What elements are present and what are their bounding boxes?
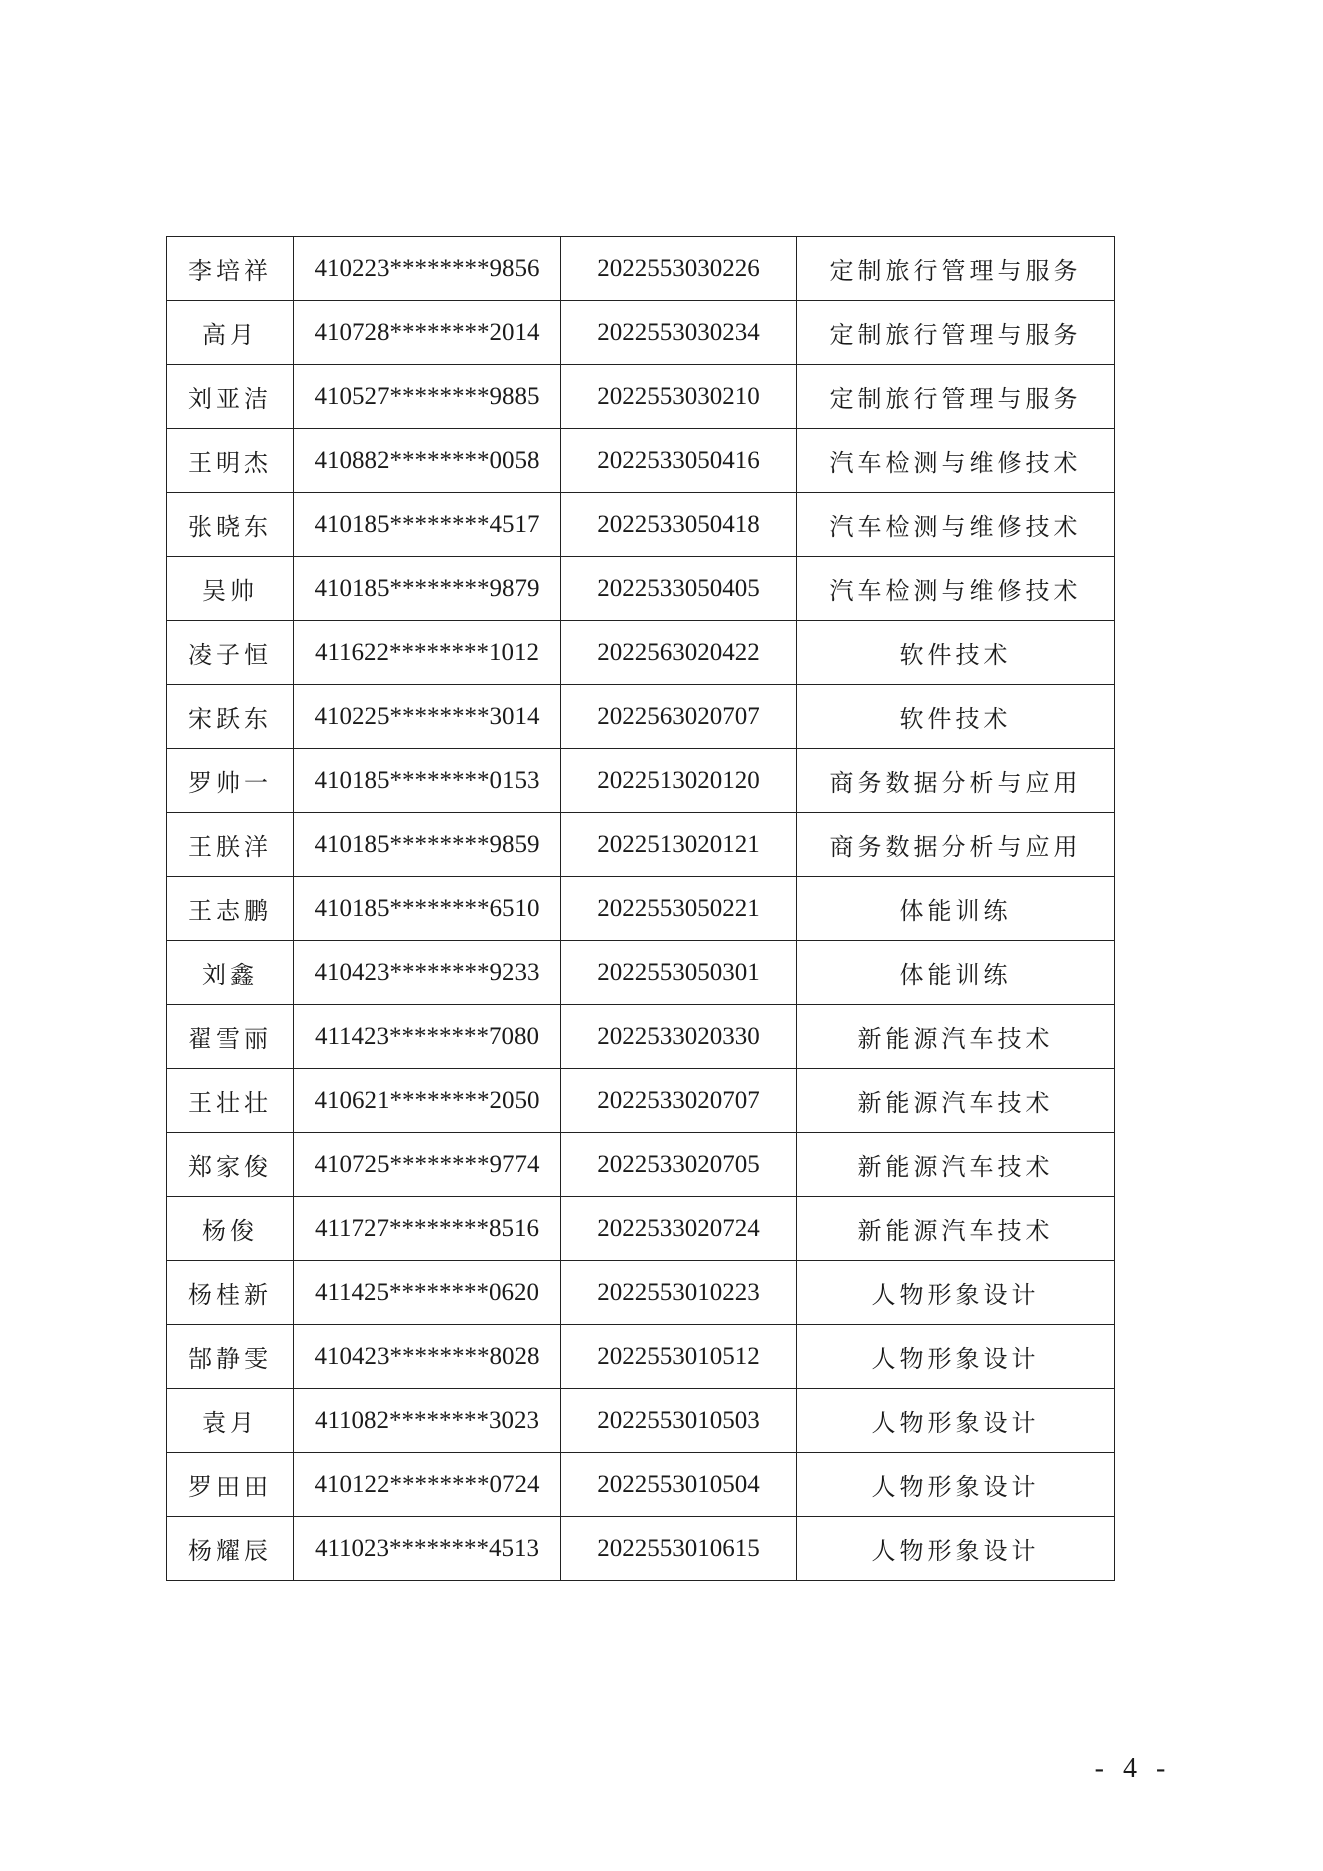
name-cell: 杨耀辰 bbox=[167, 1517, 294, 1581]
id-number-cell: 410185********9879 bbox=[294, 557, 561, 621]
table-row bbox=[167, 557, 1115, 621]
name-cell: 郑家俊 bbox=[167, 1133, 294, 1197]
id-number-cell: 410185********4517 bbox=[294, 493, 561, 557]
major-cell: 体能训练 bbox=[797, 877, 1115, 941]
student-number-cell: 2022533020707 bbox=[561, 1069, 797, 1133]
name-cell: 刘鑫 bbox=[167, 941, 294, 1005]
name-cell: 凌子恒 bbox=[167, 621, 294, 685]
id-number-cell: 410185********6510 bbox=[294, 877, 561, 941]
student-number-cell: 2022553010615 bbox=[561, 1517, 797, 1581]
id-number-cell: 410728********2014 bbox=[294, 301, 561, 365]
student-number-cell: 2022553010512 bbox=[561, 1325, 797, 1389]
student-number-cell: 2022513020121 bbox=[561, 813, 797, 877]
student-number-cell: 2022553010503 bbox=[561, 1389, 797, 1453]
id-number-cell: 411727********8516 bbox=[294, 1197, 561, 1261]
id-number-cell: 410527********9885 bbox=[294, 365, 561, 429]
id-number-cell: 411423********7080 bbox=[294, 1005, 561, 1069]
table-row bbox=[167, 1069, 1115, 1133]
student-number-cell: 2022553010223 bbox=[561, 1261, 797, 1325]
id-number-cell: 410882********0058 bbox=[294, 429, 561, 493]
student-list-table bbox=[166, 236, 1115, 1581]
id-number-cell: 410621********2050 bbox=[294, 1069, 561, 1133]
major-cell: 商务数据分析与应用 bbox=[797, 813, 1115, 877]
major-cell: 新能源汽车技术 bbox=[797, 1069, 1115, 1133]
table-row bbox=[167, 1517, 1115, 1581]
id-number-cell: 410223********9856 bbox=[294, 237, 561, 301]
name-cell: 刘亚洁 bbox=[167, 365, 294, 429]
name-cell: 郜静雯 bbox=[167, 1325, 294, 1389]
major-cell: 定制旅行管理与服务 bbox=[797, 365, 1115, 429]
page-number: - 4 - bbox=[1094, 1753, 1172, 1784]
table-row bbox=[167, 237, 1115, 301]
name-cell: 王志鹏 bbox=[167, 877, 294, 941]
student-number-cell: 2022533050418 bbox=[561, 493, 797, 557]
student-number-cell: 2022533020724 bbox=[561, 1197, 797, 1261]
major-cell: 人物形象设计 bbox=[797, 1389, 1115, 1453]
table-row bbox=[167, 877, 1115, 941]
id-number-cell: 411023********4513 bbox=[294, 1517, 561, 1581]
student-number-cell: 2022553050221 bbox=[561, 877, 797, 941]
table-row bbox=[167, 365, 1115, 429]
name-cell: 王明杰 bbox=[167, 429, 294, 493]
student-number-cell: 2022553010504 bbox=[561, 1453, 797, 1517]
table-row bbox=[167, 1261, 1115, 1325]
name-cell: 高月 bbox=[167, 301, 294, 365]
major-cell: 人物形象设计 bbox=[797, 1517, 1115, 1581]
student-number-cell: 2022553030210 bbox=[561, 365, 797, 429]
name-cell: 张晓东 bbox=[167, 493, 294, 557]
name-cell: 翟雪丽 bbox=[167, 1005, 294, 1069]
table-row bbox=[167, 941, 1115, 1005]
student-number-cell: 2022563020707 bbox=[561, 685, 797, 749]
major-cell: 体能训练 bbox=[797, 941, 1115, 1005]
id-number-cell: 411425********0620 bbox=[294, 1261, 561, 1325]
student-number-cell: 2022563020422 bbox=[561, 621, 797, 685]
major-cell: 新能源汽车技术 bbox=[797, 1197, 1115, 1261]
table-row bbox=[167, 1325, 1115, 1389]
table-row bbox=[167, 1453, 1115, 1517]
major-cell: 软件技术 bbox=[797, 621, 1115, 685]
name-cell: 宋跃东 bbox=[167, 685, 294, 749]
major-cell: 人物形象设计 bbox=[797, 1261, 1115, 1325]
student-number-cell: 2022553050301 bbox=[561, 941, 797, 1005]
student-number-cell: 2022533050416 bbox=[561, 429, 797, 493]
name-cell: 王壮壮 bbox=[167, 1069, 294, 1133]
id-number-cell: 410225********3014 bbox=[294, 685, 561, 749]
id-number-cell: 410725********9774 bbox=[294, 1133, 561, 1197]
major-cell: 定制旅行管理与服务 bbox=[797, 301, 1115, 365]
table-row bbox=[167, 1197, 1115, 1261]
table-row bbox=[167, 1133, 1115, 1197]
name-cell: 杨桂新 bbox=[167, 1261, 294, 1325]
major-cell: 软件技术 bbox=[797, 685, 1115, 749]
major-cell: 新能源汽车技术 bbox=[797, 1133, 1115, 1197]
table-row bbox=[167, 493, 1115, 557]
major-cell: 汽车检测与维修技术 bbox=[797, 557, 1115, 621]
student-number-cell: 2022513020120 bbox=[561, 749, 797, 813]
major-cell: 汽车检测与维修技术 bbox=[797, 429, 1115, 493]
major-cell: 人物形象设计 bbox=[797, 1453, 1115, 1517]
student-number-cell: 2022553030234 bbox=[561, 301, 797, 365]
id-number-cell: 410185********0153 bbox=[294, 749, 561, 813]
id-number-cell: 410423********8028 bbox=[294, 1325, 561, 1389]
id-number-cell: 411082********3023 bbox=[294, 1389, 561, 1453]
major-cell: 商务数据分析与应用 bbox=[797, 749, 1115, 813]
table-row bbox=[167, 621, 1115, 685]
name-cell: 杨俊 bbox=[167, 1197, 294, 1261]
table-row bbox=[167, 749, 1115, 813]
id-number-cell: 410185********9859 bbox=[294, 813, 561, 877]
student-number-cell: 2022553030226 bbox=[561, 237, 797, 301]
student-number-cell: 2022533050405 bbox=[561, 557, 797, 621]
id-number-cell: 410122********0724 bbox=[294, 1453, 561, 1517]
id-number-cell: 411622********1012 bbox=[294, 621, 561, 685]
table-row bbox=[167, 1389, 1115, 1453]
table-row bbox=[167, 301, 1115, 365]
student-number-cell: 2022533020705 bbox=[561, 1133, 797, 1197]
name-cell: 袁月 bbox=[167, 1389, 294, 1453]
name-cell: 罗田田 bbox=[167, 1453, 294, 1517]
table-row bbox=[167, 429, 1115, 493]
student-number-cell: 2022533020330 bbox=[561, 1005, 797, 1069]
major-cell: 新能源汽车技术 bbox=[797, 1005, 1115, 1069]
table-row bbox=[167, 1005, 1115, 1069]
id-number-cell: 410423********9233 bbox=[294, 941, 561, 1005]
major-cell: 汽车检测与维修技术 bbox=[797, 493, 1115, 557]
name-cell: 罗帅一 bbox=[167, 749, 294, 813]
table-body bbox=[167, 237, 1115, 1581]
name-cell: 李培祥 bbox=[167, 237, 294, 301]
table-row bbox=[167, 813, 1115, 877]
table-row bbox=[167, 685, 1115, 749]
name-cell: 吴帅 bbox=[167, 557, 294, 621]
name-cell: 王朕洋 bbox=[167, 813, 294, 877]
major-cell: 人物形象设计 bbox=[797, 1325, 1115, 1389]
major-cell: 定制旅行管理与服务 bbox=[797, 237, 1115, 301]
